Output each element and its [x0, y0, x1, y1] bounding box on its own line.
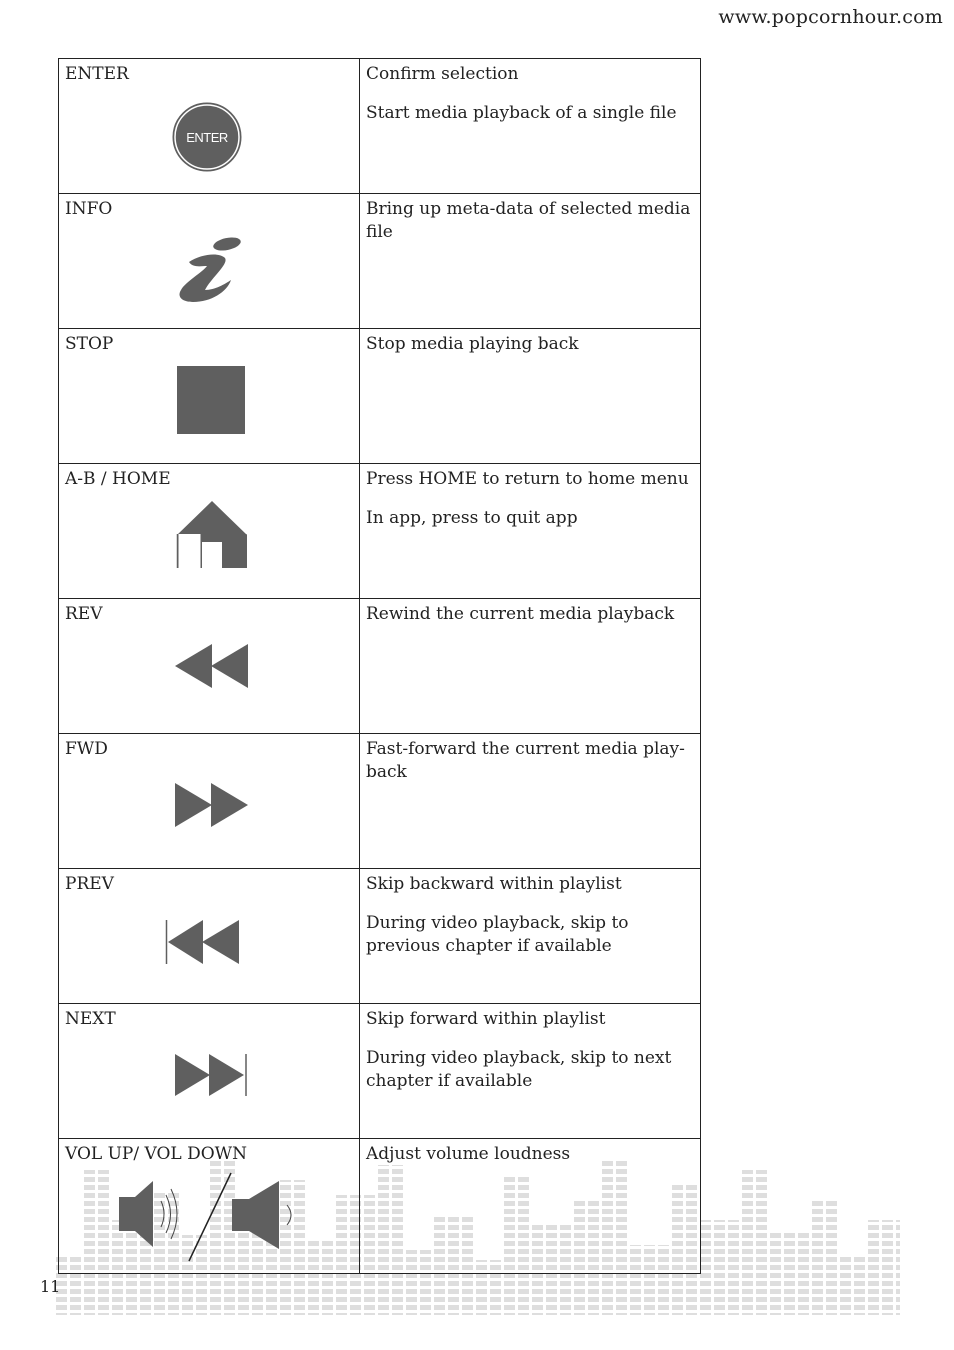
rewind-icon [174, 643, 250, 689]
table-row [59, 194, 701, 329]
home-icon [176, 498, 248, 570]
table-row [59, 464, 701, 599]
stop-icon [176, 365, 246, 435]
description-cell [360, 599, 701, 734]
description-line: Fast-forward the current media play-back [366, 739, 685, 782]
key-name: VOL UP/ VOL DOWN [65, 1144, 248, 1164]
key-name: INFO [65, 199, 113, 219]
key-name: STOP [65, 334, 114, 354]
description-cell [360, 329, 701, 464]
description-line: Skip forward within playlist [366, 1009, 606, 1029]
table-row [59, 1004, 701, 1139]
table-row [59, 1139, 701, 1274]
description-line: Skip backward within playlist [366, 874, 622, 894]
key-name: PREV [65, 874, 114, 894]
description-line: Start media playback of a single file [366, 103, 677, 123]
key-name: FWD [65, 739, 108, 759]
description-line: Confirm selection [366, 64, 519, 84]
key-cell [59, 464, 360, 599]
key-name: A-B / HOME [65, 469, 171, 489]
page-number: 11 [40, 1277, 61, 1296]
enter-button-icon [171, 101, 243, 173]
description-line: Stop media playing back [366, 334, 579, 354]
description-line: Press HOME to return to home menu [366, 469, 689, 489]
enter-icon-label: ENTER [186, 130, 228, 145]
table-row [59, 734, 701, 869]
key-name: ENTER [65, 64, 129, 84]
volume-up-down-icon [117, 1171, 307, 1263]
description-line: Bring up meta-data of selected media file [366, 199, 691, 242]
table-row [59, 599, 701, 734]
description-line: During video playback, skip to next chapter if available [366, 1048, 672, 1091]
description-cell [360, 734, 701, 869]
key-cell [59, 734, 360, 869]
description-cell [360, 464, 701, 599]
description-cell [360, 1139, 701, 1274]
description-line: During video playback, skip to previous chapter if available [366, 913, 629, 956]
table-row [59, 869, 701, 1004]
description-line: In app, press to quit app [366, 508, 578, 528]
skip-next-icon [174, 1053, 248, 1097]
table-row [59, 329, 701, 464]
remote-keys-table [58, 58, 701, 1274]
key-cell [59, 329, 360, 464]
key-name: REV [65, 604, 103, 624]
key-name: NEXT [65, 1009, 116, 1029]
skip-previous-icon [165, 919, 241, 965]
key-cell [59, 1004, 360, 1139]
description-line: Rewind the current media playback [366, 604, 675, 624]
key-cell [59, 59, 360, 194]
description-cell [360, 1004, 701, 1139]
key-cell [59, 194, 360, 329]
fast-forward-icon [174, 782, 250, 828]
description-line: Adjust volume loudness [366, 1144, 571, 1164]
info-icon [171, 234, 245, 308]
key-cell [59, 1139, 360, 1274]
site-url: www.popcornhour.com [718, 6, 943, 28]
description-cell [360, 59, 701, 194]
table-row [59, 59, 701, 194]
description-cell [360, 194, 701, 329]
key-cell [59, 599, 360, 734]
key-cell [59, 869, 360, 1004]
description-cell [360, 869, 701, 1004]
